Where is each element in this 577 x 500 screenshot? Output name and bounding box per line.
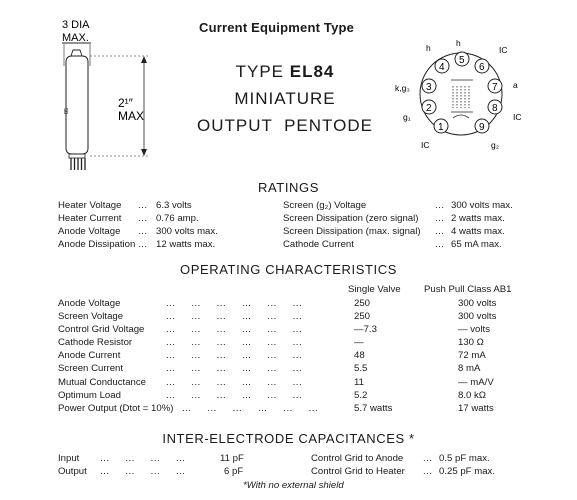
list-item: Control Grid to Anode ... 0.5 pF max. (311, 453, 490, 464)
pin-1 (434, 119, 448, 133)
pin-4 (435, 59, 449, 73)
ratings-right-list (283, 199, 513, 251)
svg-text:1: 1 (438, 122, 444, 133)
label-ic-right: IC (513, 112, 522, 122)
rating-row: Anode Voltage ... 300 volts max. (58, 226, 218, 238)
svg-text:3: 3 (426, 82, 432, 93)
pin-8 (488, 100, 502, 114)
label-g1: g₁ (403, 112, 411, 122)
rating-row: Anode Dissipation ... 12 watts max. (58, 239, 216, 251)
rating-row: Screen Dissipation (max. signal) ... 4 watts max. (283, 226, 505, 238)
rating-row: Screen (g₂) Voltage ... 300 volts max. (283, 200, 513, 211)
table-row: Screen Voltage ... ... ... ... ... ... 250 300 volts (58, 311, 497, 323)
svg-text:2: 2 (426, 103, 432, 114)
pin-9 (475, 119, 489, 133)
rating-row: Screen Dissipation (zero signal) ... 2 watts max. (283, 213, 505, 225)
title-type-line (185, 58, 385, 85)
svg-text:9: 9 (479, 122, 485, 133)
type-code: EL84 (289, 62, 335, 81)
pin-circles (422, 52, 502, 133)
label-h-top-left: h (426, 43, 431, 53)
svg-text:8: 8 (492, 103, 498, 114)
height-max-label: MAX (118, 109, 145, 123)
svg-text:4: 4 (439, 62, 445, 73)
pin-3 (422, 79, 436, 93)
capacitances-right-list (311, 452, 541, 478)
label-k-g3: k,g₃ (395, 83, 410, 93)
label-h-top: h (456, 38, 461, 48)
list-item: Control Grid to Heater ... 0.25 pF max. (311, 466, 495, 478)
pin-7 (488, 79, 502, 93)
title-block (185, 58, 385, 139)
table-row: Power Output (Dtot = 10%) ... ... ... ... ... ... 5.7 watts 17 watts (58, 402, 494, 414)
base-connections-diagram (395, 36, 535, 156)
col-push-pull-header: Push Pull Class AB1 (424, 284, 512, 295)
col-single-valve-header: Single Valve (348, 284, 401, 295)
rating-row: Heater Voltage ... 6.3 volts (58, 200, 192, 211)
table-row: Optimum Load ... ... ... ... ... ... 5.2 8.0 kΩ (58, 389, 486, 401)
ratings-heading: RATINGS (257, 180, 320, 195)
label-a: a (513, 80, 518, 90)
pin-2 (422, 100, 436, 114)
dia-label: 3 DIA (62, 19, 90, 31)
type-prefix: TYPE (235, 62, 285, 81)
title-output-pentode: OUTPUT PENTODE (197, 116, 373, 135)
pin-5 (455, 52, 469, 66)
rating-row: Cathode Current ... 65 mA max. (283, 239, 502, 251)
table-row: Anode Current ... ... ... ... ... ... 48 72 mA (58, 350, 486, 362)
operating-table (58, 297, 548, 415)
label-g2: g₂ (491, 140, 500, 150)
dia-max-label: MAX. (62, 32, 89, 44)
capacitances-heading: INTER-ELECTRODE CAPACITANCES * (162, 431, 415, 446)
table-row: Cathode Resistor ... ... ... ... ... ... — 130 Ω (58, 337, 484, 349)
capacitances-left-list (58, 452, 288, 478)
title-miniature: MINIATURE (234, 89, 336, 108)
label-ic-bottom-left: IC (421, 140, 430, 150)
table-row: Screen Current ... ... ... ... ... ... 5.5 8 mA (58, 363, 481, 375)
equipment-type-heading: Current Equipment Type (199, 20, 355, 35)
pin-6 (475, 59, 489, 73)
valve-outline-drawing (40, 14, 170, 174)
bulb-marking: 85 (64, 107, 70, 114)
table-row: Anode Voltage ... ... ... ... ... ... 250 300 volts (58, 298, 497, 309)
pentode-symbol-icon (451, 80, 473, 118)
table-row: Mutual Conductance ... ... ... ... ... ... 11 — mA/V (58, 376, 494, 388)
table-row: Control Grid Voltage ... ... ... ... ... ... —7.3 — volts (58, 324, 490, 336)
operating-heading: OPERATING CHARACTERISTICS (179, 262, 397, 277)
ratings-left-list (58, 199, 218, 251)
svg-text:5: 5 (459, 55, 465, 66)
height-label: 2¹″ (118, 96, 133, 110)
label-ic-top-right: IC (499, 45, 508, 55)
svg-text:6: 6 (479, 62, 485, 73)
list-item: Input ... ... ... ... 11 pF (58, 453, 244, 464)
footnote: *With no external shield (243, 480, 344, 491)
rating-row: Heater Current ... 0.76 amp. (58, 213, 199, 225)
list-item: Output ... ... ... ... 6 pF (58, 466, 244, 478)
svg-text:7: 7 (492, 82, 498, 93)
